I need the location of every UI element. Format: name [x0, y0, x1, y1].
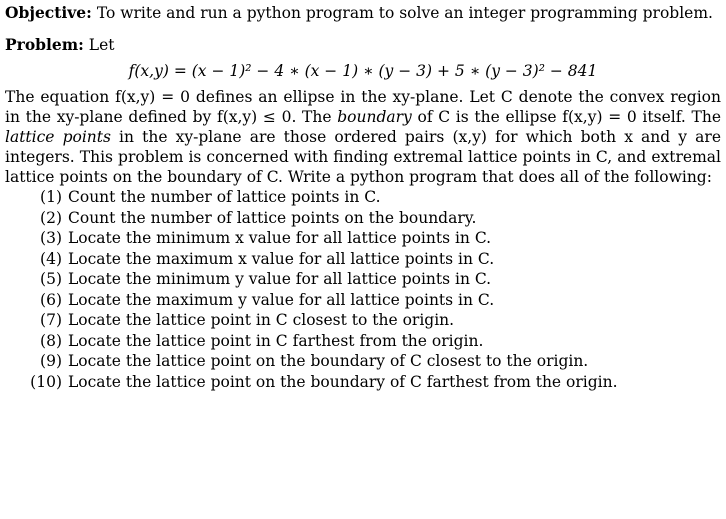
- task-text: Locate the lattice point on the boundary of C farthest from the origin.: [68, 372, 618, 391]
- task-text: Locate the minimum y value for all lattice points in C.: [68, 270, 492, 288]
- description-part-1: The equation f(x,y) = 0 defines an ellipse in the xy-plane. Let C denote the convex region in the xy-plane defined by f(x,y) ≤ 0. The: [5, 88, 721, 126]
- task-number: (3): [40, 229, 62, 247]
- task-number: (10): [30, 372, 62, 391]
- task-number: (9): [40, 352, 62, 370]
- problem-description: [5, 87, 721, 187]
- list-item: [5, 372, 721, 393]
- boundary-term: boundary: [337, 108, 412, 126]
- list-item: [5, 228, 721, 249]
- objective-text: To write and run a python program to solve an integer programming problem.: [91, 4, 713, 22]
- task-number: (6): [40, 290, 62, 309]
- ellipse-equation: f(x,y) = (x − 1)² − 4 ∗ (x − 1) ∗ (y − 3) + 5 ∗ (y − 3)² − 841: [128, 62, 598, 80]
- task-text: Locate the lattice point in C farthest from the origin.: [68, 331, 484, 350]
- task-text: Locate the lattice point on the boundary of C closest to the origin.: [68, 352, 589, 370]
- task-text: Count the number of lattice points in C.: [68, 188, 381, 206]
- problem-heading: [5, 35, 721, 55]
- list-item: [5, 249, 721, 270]
- task-number: (4): [40, 249, 62, 268]
- objective-paragraph: [5, 3, 721, 23]
- task-text: Locate the maximum x value for all lattice points in C.: [68, 249, 495, 268]
- list-item: [5, 351, 721, 372]
- list-item: [5, 269, 721, 290]
- lattice-points-term: lattice points: [5, 128, 111, 146]
- list-item: [5, 208, 721, 229]
- description-part-2: of C is the ellipse f(x,y) = 0 itself. The: [411, 108, 721, 126]
- task-number: (7): [40, 311, 62, 329]
- list-item: [5, 331, 721, 352]
- list-item: [5, 290, 721, 311]
- task-text: Locate the minimum x value for all lattice points in C.: [68, 229, 492, 247]
- task-number: (1): [40, 188, 62, 206]
- problem-intro-text: Let: [83, 36, 115, 54]
- task-text: Locate the lattice point in C closest to the origin.: [68, 311, 455, 329]
- task-text: Locate the maximum y value for all lattice points in C.: [68, 290, 495, 309]
- task-text: Count the number of lattice points on the boundary.: [68, 208, 477, 227]
- problem-label: Problem:: [5, 35, 84, 54]
- task-number: (8): [40, 331, 62, 350]
- objective-label: Objective:: [5, 3, 92, 22]
- task-number: (5): [40, 270, 62, 288]
- list-item: [5, 187, 721, 208]
- list-item: [5, 310, 721, 331]
- description-part-3: in the xy-plane are those ordered pairs (x,y) for which both x and y are integers. This problem is concerned with finding extremal lattice points in C, and extremal lattice points on the boundary of C. Write a python program that does all of the following:: [5, 128, 721, 186]
- task-number: (2): [40, 208, 62, 227]
- task-list: [5, 187, 721, 392]
